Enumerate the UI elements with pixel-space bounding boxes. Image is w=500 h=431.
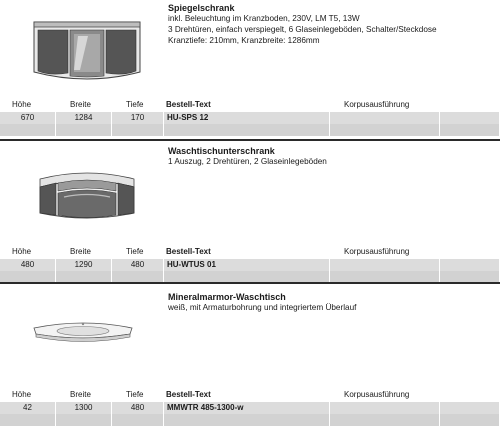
table-header xyxy=(0,100,500,112)
cell-empty xyxy=(164,124,330,136)
cell-tiefe: 170 xyxy=(112,112,164,124)
column-header-tiefe: Tiefe xyxy=(126,100,144,109)
column-header-bestell: Bestell-Text xyxy=(166,247,211,256)
table-row-blank xyxy=(0,259,500,271)
cell-bestell: HU-SPS 12 xyxy=(164,112,330,124)
cell-bestell: HU-WTUS 01 xyxy=(164,259,330,271)
column-header-breite: Breite xyxy=(70,247,91,256)
product-title: Mineralmarmor-Waschtisch xyxy=(168,292,286,302)
product-section-waschtisch xyxy=(0,284,500,431)
cell-empty xyxy=(330,414,440,426)
cell-tiefe: 480 xyxy=(112,259,164,271)
column-header-breite: Breite xyxy=(70,390,91,399)
column-header-bestell: Bestell-Text xyxy=(166,100,211,109)
cell-empty xyxy=(112,124,164,136)
cell-empty xyxy=(0,124,56,136)
product-description-line: 1 Auszug, 2 Drehtüren, 2 Glaseinlegeböden xyxy=(168,157,327,166)
cell-hoehe: 42 xyxy=(0,402,56,414)
vanity-unit-image xyxy=(34,157,140,221)
washbasin-image xyxy=(30,312,136,352)
column-header-hoehe: Höhe xyxy=(12,100,32,109)
cell-bestell: MMWTR 485-1300-w xyxy=(164,402,330,414)
table-header xyxy=(0,247,500,259)
cell-empty xyxy=(440,124,500,136)
cell-hoehe: 480 xyxy=(0,259,56,271)
column-header-hoehe: Höhe xyxy=(12,390,32,399)
product-title: Spiegelschrank xyxy=(168,3,235,13)
cell-empty xyxy=(330,124,440,136)
cell-empty xyxy=(56,414,112,426)
product-description-line: Kranztiefe: 210mm, Kranzbreite: 1286mm xyxy=(168,36,320,45)
product-description-line: weiß, mit Armaturbohrung und integriertem Überlauf xyxy=(168,303,357,312)
mirror-cabinet-image xyxy=(30,16,144,82)
cell-breite: 1300 xyxy=(56,402,112,414)
product-section-spiegelschrank xyxy=(0,0,500,140)
cell-tiefe: 480 xyxy=(112,402,164,414)
cell-empty xyxy=(164,414,330,426)
cell-empty xyxy=(0,414,56,426)
column-header-bestell: Bestell-Text xyxy=(166,390,211,399)
column-header-tiefe: Tiefe xyxy=(126,247,144,256)
cell-breite: 1284 xyxy=(56,112,112,124)
cell-empty xyxy=(440,414,500,426)
column-header-korpus: Korpusausführung xyxy=(344,390,410,399)
table-header xyxy=(0,390,500,402)
column-header-breite: Breite xyxy=(70,100,91,109)
table-row-blank xyxy=(0,402,500,414)
column-header-korpus: Korpusausführung xyxy=(344,100,410,109)
product-title: Waschtischunterschrank xyxy=(168,146,275,156)
product-description-line: inkl. Beleuchtung im Kranzboden, 230V, LM T5, 13W xyxy=(168,14,360,23)
cell-hoehe: 670 xyxy=(0,112,56,124)
column-header-tiefe: Tiefe xyxy=(126,390,144,399)
product-section-waschtischunterschrank xyxy=(0,141,500,283)
cell-empty xyxy=(112,414,164,426)
table-row-blank xyxy=(0,112,500,124)
product-description-line: 3 Drehtüren, einfach verspiegelt, 6 Glaseinlegeböden, Schalter/Steckdose xyxy=(168,25,437,34)
column-header-korpus: Korpusausführung xyxy=(344,247,410,256)
cell-empty xyxy=(56,124,112,136)
cell-breite: 1290 xyxy=(56,259,112,271)
column-header-hoehe: Höhe xyxy=(12,247,32,256)
